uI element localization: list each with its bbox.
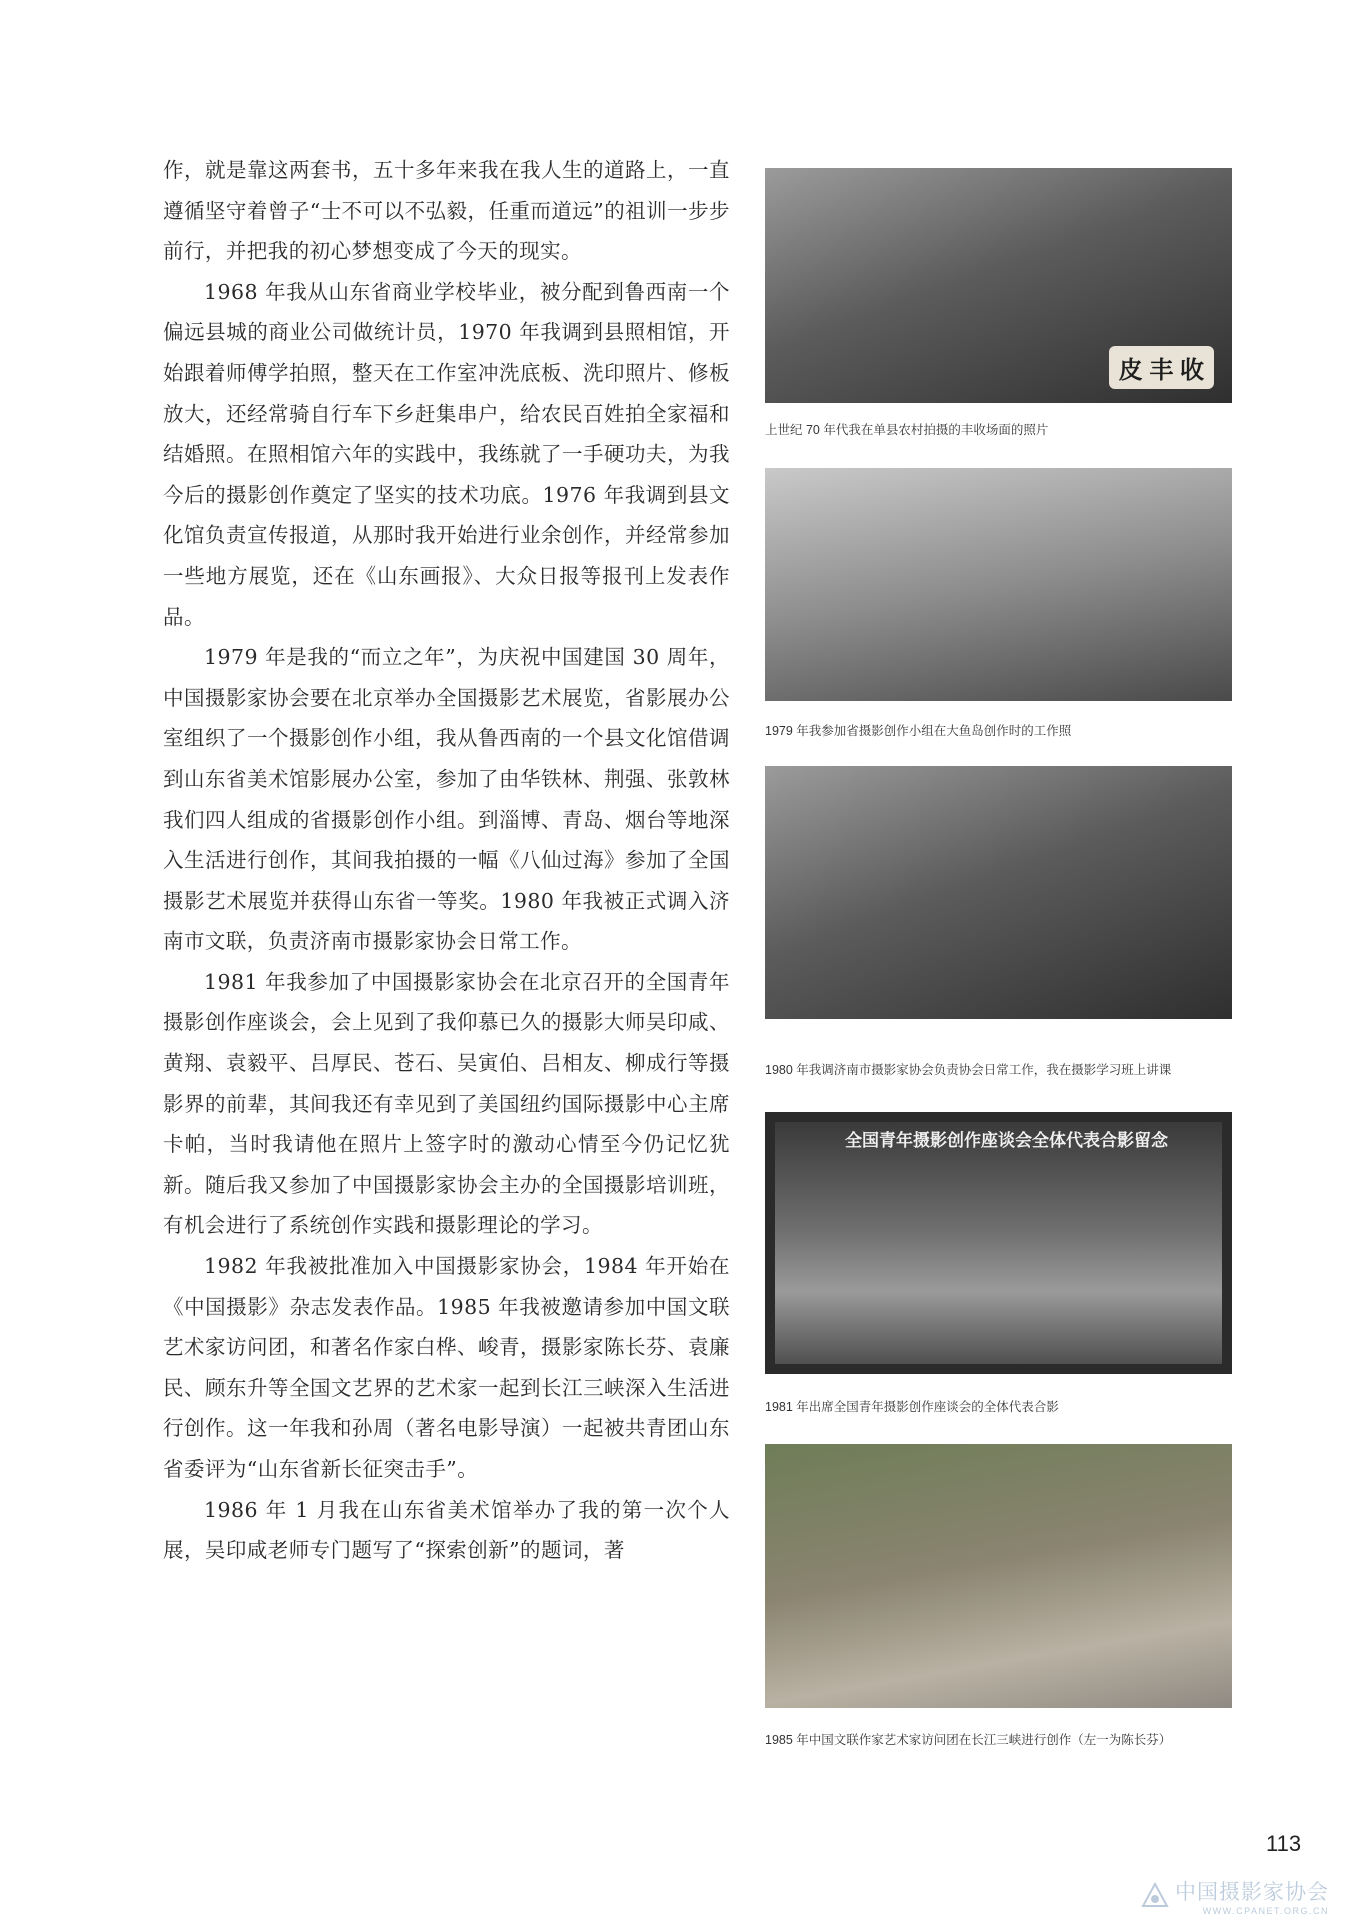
lecture-photo — [765, 766, 1232, 1019]
figure-three-gorges — [765, 1444, 1232, 1754]
figure-caption: 1981 年出席全国青年摄影创作座谈会的全体代表合影 — [765, 1400, 1059, 1414]
three-gorges-photo — [765, 1444, 1232, 1708]
body-paragraph: 1979 年是我的“而立之年”，为庆祝中国建国 30 周年，中国摄影家协会要在北京举办全国摄影艺术展览，省影展办公室组织了一个摄影创作小组，我从鲁西南的一个县文化馆借调到山东省美术馆影展办公室，参加了由华铁林、荆强、张敦林我们四人组成的省摄影创作小组。到淄博、青岛、烟台等地深入生活进行创作，其间我拍摄的一幅《八仙过海》参加了全国摄影艺术展览并获得山东省一等奖。1980 年我被正式调入济南市文联，负责济南市摄影家协会日常工作。 — [163, 645, 730, 954]
harvest-photo — [765, 168, 1232, 403]
body-paragraph: 1968 年我从山东省商业学校毕业，被分配到鲁西南一个偏远县城的商业公司做统计员，1970 年我调到县照相馆，开始跟着师傅学拍照，整天在工作室冲洗底板、洗印照片、修板放大，还经常骑自行车下乡赶集串户，给农民百姓拍全家福和结婚照。在照相馆六年的实践中，我练就了一手硬功夫，为我今后的摄影创作奠定了坚实的技术功底。1976 年我调到县文化馆负责宣传报道，从那时我开始进行业余创作，并经常参加一些地方展览，还在《山东画报》、大众日报等报刊上发表作品。 — [163, 279, 730, 629]
figure-caption: 1985 年中国文联作家艺术家访问团在长江三峡进行创作（左一为陈长芬） — [765, 1733, 1172, 1747]
watermark-url: WWW.CPANET.ORG.CN — [1202, 1906, 1329, 1916]
body-paragraph: 1986 年 1 月我在山东省美术馆举办了我的第一次个人展，吴印咸老师专门题写了“探索创新”的题词，著 — [163, 1497, 730, 1563]
body-paragraph: 作，就是靠这两套书，五十多年来我在我人生的道路上，一直遵循坚守着曾子“士不可以不弘毅，任重而道远”的祖训一步步前行，并把我的初心梦想变成了今天的现实。 — [163, 158, 730, 264]
body-paragraph: 1982 年我被批准加入中国摄影家协会，1984 年开始在《中国摄影》杂志发表作品。1985 年我被邀请参加中国文联艺术家访问团，和著名作家白桦、峻青，摄影家陈长芬、袁廉民、顾东升等全国文艺界的艺术家一起到长江三峡深入生活进行创作。这一年我和孙周（著名电影导演）一起被共青团山东省委评为“山东省新长征突击手”。 — [163, 1254, 730, 1481]
watermark — [1141, 1876, 1329, 1916]
working-photo — [765, 468, 1232, 701]
body-paragraph: 1981 年我参加了中国摄影家协会在北京召开的全国青年摄影创作座谈会，会上见到了我仰慕已久的摄影大师吴印咸、黄翔、袁毅平、吕厚民、苍石、吴寅伯、吕相友、柳成行等摄影界的前辈，其间我还有幸见到了美国纽约国际摄影中心主席卡帕，当时我请他在照片上签字时的激动心情至今仍记忆犹新。随后我又参加了中国摄影家协会主办的全国摄影培训班，有机会进行了系统创作实践和摄影理论的学习。 — [163, 969, 730, 1238]
figure-working-photo — [765, 468, 1232, 738]
figure-group-photo — [765, 1112, 1232, 1412]
figure-lecture — [765, 766, 1232, 1076]
figure-caption: 上世纪 70 年代我在单县农村拍摄的丰收场面的照片 — [765, 423, 1049, 437]
group-photo-banner: 全国青年摄影创作座谈会全体代表合影留念 — [845, 1131, 1168, 1150]
body-text-column — [163, 150, 730, 1571]
group-photo — [765, 1112, 1232, 1374]
figure-caption: 1980 年我调济南市摄影家协会负责协会日常工作，我在摄影学习班上讲课 — [765, 1063, 1172, 1077]
page-number: 113 — [1266, 1831, 1302, 1856]
figure-caption: 1979 年我参加省摄影创作小组在大鱼岛创作时的工作照 — [765, 724, 1072, 738]
watermark-text: 中国摄影家协会 — [1175, 1880, 1329, 1904]
cpanet-logo-icon — [1141, 1882, 1169, 1910]
figure-harvest — [765, 168, 1232, 438]
harvest-photo-sign: 皮 丰 收 — [1109, 346, 1214, 389]
